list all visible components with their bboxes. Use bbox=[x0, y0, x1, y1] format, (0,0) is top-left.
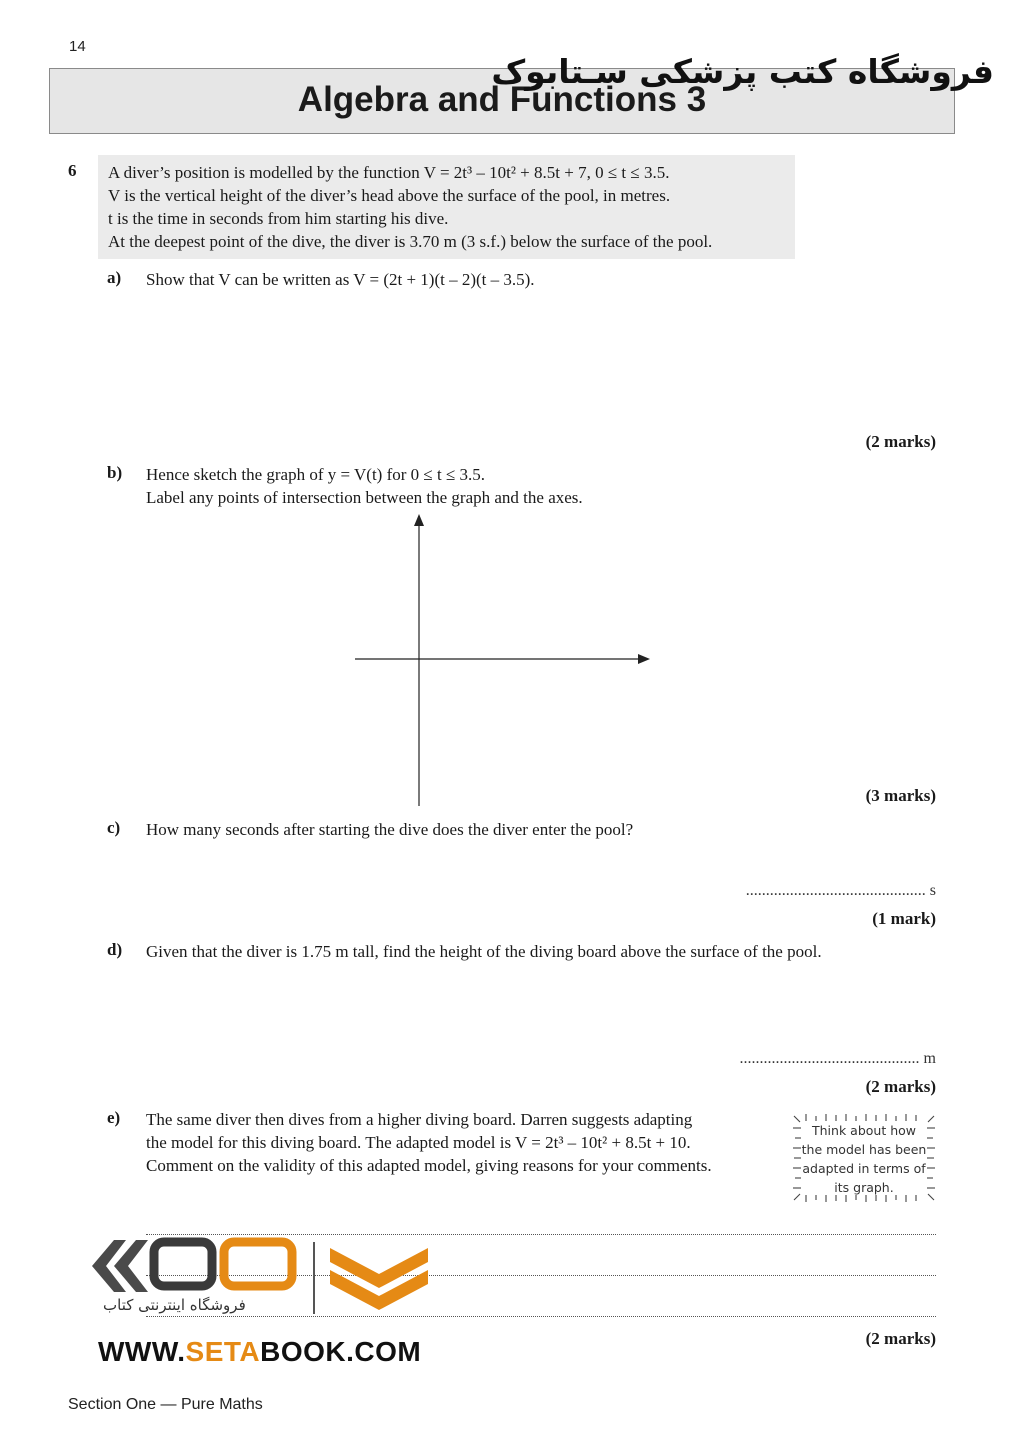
hint-line: adapted in terms of bbox=[802, 1161, 926, 1176]
part-e-text-line3: Comment on the validity of this adapted model, giving reasons for your comments. bbox=[146, 1156, 712, 1175]
part-a-letter: a) bbox=[107, 268, 122, 287]
part-e-text-line1: The same diver then dives from a higher diving board. Darren suggests adapting bbox=[146, 1110, 693, 1129]
part-b-letter: b) bbox=[107, 463, 123, 482]
sketch-axes bbox=[350, 508, 660, 808]
watermark-banner: فروشگاه کتب پزشکی سـتابوک bbox=[491, 52, 994, 91]
logo-url bbox=[98, 1336, 421, 1368]
part-b-text-line1: Hence sketch the graph of y = V(t) for 0 ≤ t ≤ 3.5. bbox=[146, 465, 486, 484]
stem-line: t is the time in seconds from him starting his dive. bbox=[108, 209, 449, 228]
hint-box bbox=[792, 1112, 936, 1204]
stem-line: V is the vertical height of the diver’s head above the surface of the pool, in metres. bbox=[108, 186, 671, 205]
part-d-letter: d) bbox=[107, 940, 123, 959]
part-b-marks: (3 marks) bbox=[865, 786, 936, 805]
logo-url-prefix: WWW. bbox=[98, 1336, 186, 1367]
page-title: Algebra and Functions 3 bbox=[297, 80, 707, 119]
stem-line: At the deepest point of the dive, the diver is 3.70 m (3 s.f.) below the surface of the pool. bbox=[108, 232, 713, 251]
y-axis-arrow-icon bbox=[414, 514, 424, 526]
part-d-marks: (2 marks) bbox=[865, 1077, 936, 1096]
part-d-answer-line[interactable]: ............................................. m bbox=[739, 1050, 936, 1067]
part-d-text: Given that the diver is 1.75 m tall, find the height of the diving board above the surface of the pool. bbox=[146, 942, 822, 961]
logo-tagline: فروشگاه اینترنتی کتاب bbox=[103, 1296, 246, 1314]
x-axis-arrow-icon bbox=[638, 654, 650, 664]
part-a-marks: (2 marks) bbox=[865, 432, 936, 451]
logo-url-accent: SETA bbox=[185, 1336, 261, 1367]
part-c-text: How many seconds after starting the dive does the diver enter the pool? bbox=[146, 820, 634, 839]
part-e-marks: (2 marks) bbox=[865, 1329, 936, 1348]
hint-line: Think about how bbox=[812, 1123, 916, 1138]
hint-line: the model has been bbox=[801, 1142, 927, 1157]
hint-line: its graph. bbox=[834, 1180, 894, 1195]
part-e-letter: e) bbox=[107, 1108, 121, 1127]
question-stem bbox=[98, 155, 795, 259]
part-c-letter: c) bbox=[107, 818, 121, 837]
stem-line: A diver’s position is modelled by the function V = 2t³ – 10t² + 8.5t + 7, 0 ≤ t ≤ 3.5. bbox=[108, 163, 670, 182]
hint-frame-icon bbox=[792, 1112, 936, 1204]
logo-url-suffix: BOOK.COM bbox=[260, 1336, 422, 1367]
page-number: 14 bbox=[69, 38, 86, 55]
question-number: 6 bbox=[68, 161, 77, 180]
part-c-marks: (1 mark) bbox=[872, 909, 936, 928]
part-a-text: Show that V can be written as V = (2t + 1)(t – 2)(t – 3.5). bbox=[146, 270, 535, 289]
page-footer: Section One — Pure Maths bbox=[68, 1396, 263, 1413]
part-e-text-line2: the model for this diving board. The adapted model is V = 2t³ – 10t² + 8.5t + 10. bbox=[146, 1133, 691, 1152]
part-b-text-line2: Label any points of intersection between the graph and the axes. bbox=[146, 488, 583, 507]
part-c-answer-line[interactable]: ............................................. s bbox=[745, 882, 936, 899]
